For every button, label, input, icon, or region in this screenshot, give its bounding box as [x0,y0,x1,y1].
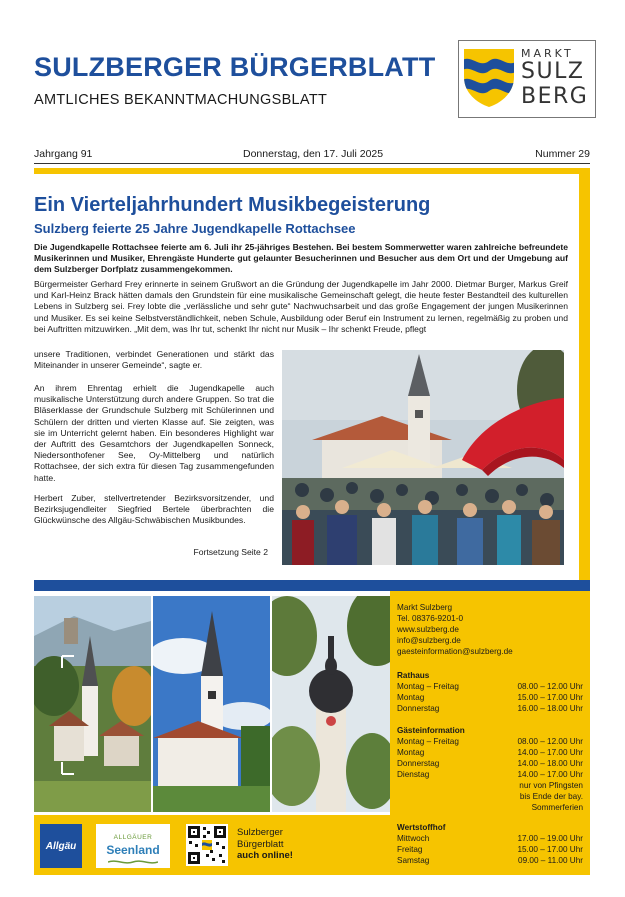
contact-website-link[interactable]: www.sulzberg.de [397,625,459,634]
masthead-subtitle: AMTLICHES BEKANNTMACHUNGSBLATT [34,92,328,108]
online-line: Sulzberger [237,827,283,838]
masthead-title: SULZBERGER BÜRGERBLATT [34,52,436,82]
hours-row: Donnerstag 16.00 – 18.00 Uhr [397,704,583,713]
frame-right-bar [579,168,590,590]
note-line: nur von Pfingsten [519,781,583,790]
online-line: Bürgerblatt [237,838,284,850]
article-paragraph: unsere Traditionen, verbindet Generationen und stärkt das Miteinander in unserer Gemeinde“, sagte er. [34,349,274,371]
online-notice [237,827,293,862]
wertstoffhof-title: Wertstoffhof [397,823,446,832]
qr-code-icon[interactable] [186,824,228,866]
hours-row: Montag – Freitag 08.00 – 12.00 Uhr [397,682,583,691]
note-line: Sommerferien [531,803,583,812]
article-paragraph: Herbert Zuber, stellvertretender Bezirksvorsitzender, und Bezirksjugendleiter Siegfried Bertele überbrachten die Glückwünsche des Allgäu-Schwäbischen Musikbundes. [34,493,274,526]
contact-email-link[interactable]: info@sulzberg.de [397,636,461,645]
wertstoffhof-hours [397,822,583,866]
hours-row: Dienstag 14.00 – 17.00 Uhr [397,770,583,779]
issue-number: Nummer 29 [535,148,590,160]
note-line: bis Ende der bay. [519,792,583,801]
online-line: auch online! [237,850,293,861]
hours-row: Montag – Freitag 08.00 – 12.00 Uhr [397,737,583,746]
article-headline: Ein Vierteljahrhundert Musikbegeisterung [34,194,431,216]
hours-row: Mittwoch 17.00 – 19.00 Uhr [397,834,583,843]
contact-guest-email-link[interactable]: gaesteinformation@sulzberg.de [397,647,513,656]
logo-word-berg: BERG [521,84,589,109]
article-paragraph: An ihrem Ehrentag erhielt die Jugendkapelle auch musikalische Unterstützung durch andere Gruppen. So trat die Bläserklasse der Grundschule Sulzberg mit Schülerinnen und Schülern der dritten und vierten Klasse auf. Sie zeigten, was sie im Unterricht gelernt haben. Ein besonderes Highlight war der Auftritt des Gesamtchors der Jugendkapellen Sonneck, Niedersonthofener See, Oy-Mittelberg und natürlich Rottachsee, der sich extra für diesen Tag zusammengefunden hatte. [34,383,274,483]
contact-name: Markt Sulzberg [397,603,453,612]
header-divider [34,163,590,164]
church-blue-sky-photo [153,596,270,812]
contact-block [397,602,583,657]
gaesteinfo-title: Gästeinformation [397,726,465,735]
logo-word-sulz: SULZ [521,59,585,84]
wave-icon [108,859,158,865]
article-subheadline: Sulzberg feierte 25 Jahre Jugendkapelle Rottachsee [34,221,356,236]
contact-phone: Tel. 08376-9201-0 [397,614,464,623]
concert-photo [282,350,564,565]
hours-row: Montag 14.00 – 17.00 Uhr [397,748,583,757]
hours-row: Freitag 15.00 – 17.00 Uhr [397,845,583,854]
hours-row: Samstag 09.00 – 11.00 Uhr [397,856,583,865]
hours-row: Donnerstag 14.00 – 18.00 Uhr [397,759,583,768]
frame-bottom-bar [34,580,590,591]
issue-volume: Jahrgang 91 [34,148,93,160]
article-lead: Die Jugendkapelle Rottachsee feierte am 6. Juli ihr 25-jähriges Bestehen. Bei bestem Sommerwetter waren zahlreiche befreundete Musikerinnen und Musiker, Ehrengäste Hunderte gut gelaunter Besucherinnen und Besucher aus dem Ort und der Umgebung auf dem Sulzberger Dorfplatz zusammengekommen. [34,242,568,275]
seasonal-note [397,780,583,813]
hours-row: Montag 15.00 – 17.00 Uhr [397,693,583,702]
logo-word-markt: MARKT [521,47,574,60]
issue-date: Donnerstag, den 17. Juli 2025 [243,148,384,160]
seenland-bottom-text: Seenland [106,843,160,857]
seenland-top-text: ALLGÄUER [113,834,153,841]
coat-of-arms-icon [461,47,517,109]
article-paragraph: Bürgermeister Gerhard Frey erinnerte in seinem Grußwort an die Gründung der Jugendkapelle im Jahr 2000. Dietmar Burger, Markus Greif und Karl-Heinz Brack hätten damals den Grundstein für eine musikalische Gemeinschaft gelegt, die heute fester Bestandteil des kulturellen Lebens in Sulzberg sei. Frey lobte die „verlässliche und sehr gute“ Nachwuchsarbeit und das große Engagement der jungen Musikerinnen und Musiker. Es sei keine Selbstverständlichkeit, neben Schule, Ausbildung oder Beruf ein Instrument zu lernen, regelmäßig zu proben und bei Auftritten mitzuwirken. „Mit dem, was Ihr tut, schenkt Ihr nicht nur Musik – Ihr schenkt Freude, pflegt [34,279,568,334]
rathaus-hours [397,670,583,714]
markt-sulzberg-logo [458,40,596,118]
gaesteinfo-hours [397,725,583,780]
castle-church-photo [34,596,151,812]
allgaeu-logo: Allgäu [40,824,82,868]
rathaus-title: Rathaus [397,671,430,680]
onion-dome-church-photo [272,596,390,812]
allgaeuer-seenland-logo [96,824,170,868]
continuation-note: Fortsetzung Seite 2 [193,547,268,557]
